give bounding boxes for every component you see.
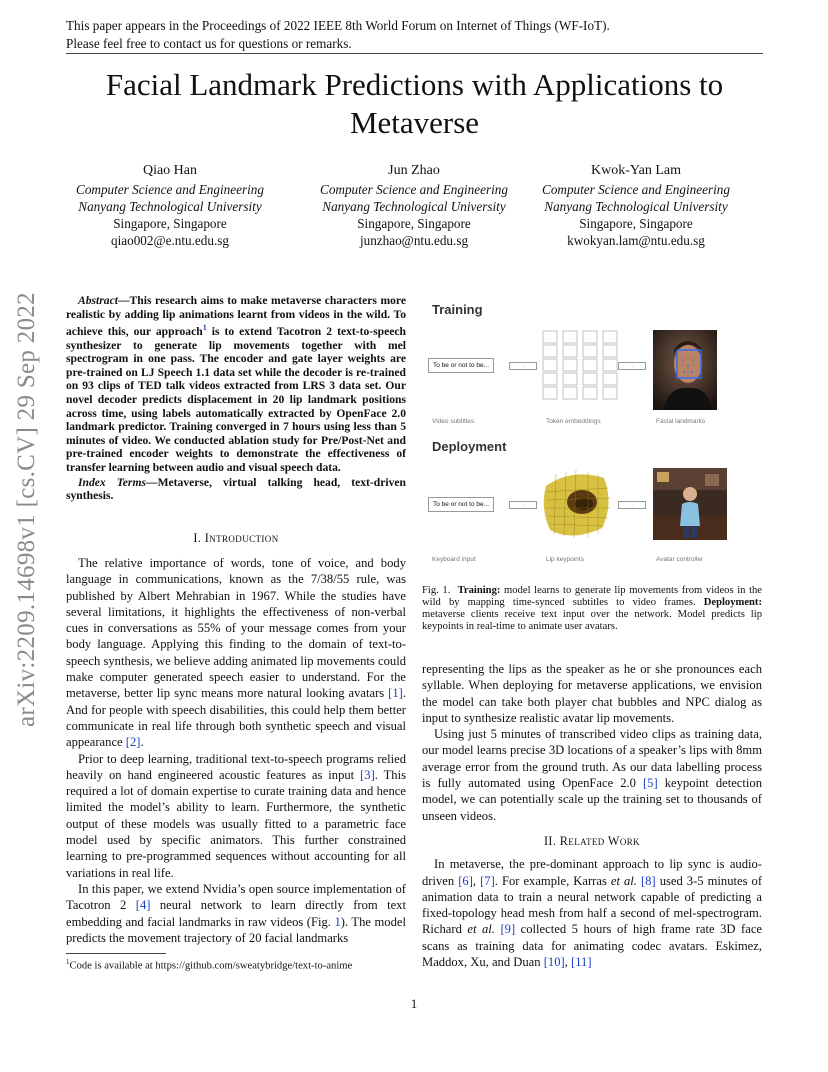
citation-link[interactable]: [11] bbox=[571, 955, 592, 970]
text-span: , bbox=[472, 873, 481, 888]
abstract-label: Abstract bbox=[78, 294, 118, 307]
author-dept: Computer Science and Engineering bbox=[76, 182, 264, 197]
arrow-icon: → bbox=[509, 362, 537, 370]
text-span: , bbox=[564, 955, 572, 970]
author-dept: Computer Science and Engineering bbox=[542, 182, 730, 197]
citation-link[interactable]: [3] bbox=[360, 767, 375, 782]
token-embedding-grid bbox=[542, 330, 620, 410]
text-span: used 3-5 minutes of animation data to train a neural network capable of predicting a fixed-topology head mesh from half a second of mel-spectrogram. Richard bbox=[422, 873, 763, 937]
text-span: . For example, Karras bbox=[494, 873, 611, 888]
text-span: neural network to learn directly from text embedding and facial landmarks in raw videos (Fig. bbox=[66, 898, 406, 929]
text-span: et al. bbox=[467, 922, 495, 937]
related-work-heading-text: II. Related Work bbox=[543, 833, 641, 848]
footnote-rule bbox=[66, 953, 166, 954]
contact-line: Please feel free to contact us for questions or remarks. bbox=[66, 36, 352, 51]
author-name: Qiao Han bbox=[142, 163, 198, 178]
caption-video-subtitles: Video subtitles bbox=[432, 418, 475, 425]
footnote-marker[interactable]: 1 bbox=[202, 323, 207, 333]
body-paragraph bbox=[422, 726, 762, 824]
related-work-heading bbox=[422, 833, 762, 849]
text-span: The relative importance of words, tone of voice, and body language in communications, known as the 7/38/55 rule, was published by Albert Mehrabian in 1967. While the studies have several limitations, it highlights the effectiveness of non-verbal cues in conversations as 55% of your message comes from your body language. Applying this finding to the domain of text-to-speech synthesis, we believe adding animated lip movements could make computer generated speech easier to understand. For the metaverse, better lip sync means more natural looking avatars bbox=[66, 556, 406, 701]
facial-landmarks-photo bbox=[653, 330, 717, 410]
text-span: In this paper, we extend Nvidia’s open source implementation of Tacotron 2 bbox=[66, 881, 406, 913]
text-span: . And for people with speech disabilities, this could help them better communicate in real life through both synthetic speech and visual appearance bbox=[66, 686, 406, 750]
author-block bbox=[299, 162, 529, 249]
intro-heading bbox=[66, 531, 406, 546]
subtitle-input-box: To be or not to be... bbox=[428, 358, 494, 373]
keyboard-input-box: To be or not to be... bbox=[428, 497, 494, 512]
caption-token-embeddings: Token embeddings bbox=[546, 418, 601, 425]
proceedings-note bbox=[66, 17, 766, 53]
caption-avatar-controller: Avatar controller bbox=[656, 556, 704, 563]
citation-link[interactable]: [9] bbox=[500, 922, 516, 937]
text-span: et al. bbox=[610, 873, 637, 888]
index-terms-label: Index Terms bbox=[78, 475, 146, 489]
caption-bold: Deployment: bbox=[703, 597, 762, 608]
author-email: qiao002@e.ntu.edu.sg bbox=[111, 233, 229, 248]
abstract bbox=[66, 294, 406, 503]
text-span: In metaverse, the pre-dominant approach to lip sync is audio-driven bbox=[422, 857, 762, 888]
caption-text: metaverse clients receive text input over the network. Model predicts lip keypoints in real-time to animate user avatars. bbox=[422, 609, 762, 632]
author-email: junzhao@ntu.edu.sg bbox=[359, 233, 469, 248]
lip-keypoints-mesh bbox=[542, 468, 614, 540]
proceedings-line: This paper appears in the Proceedings of 2022 IEEE 8th World Forum on Internet of Things (WF-IoT). bbox=[66, 18, 610, 33]
citation-link[interactable]: [4] bbox=[135, 898, 151, 913]
figure-1 bbox=[422, 296, 762, 576]
text-span: . This required a lot of domain expertise to curate training data and hence limited the model’s ability to learn. Furthermore, the synthetic output of these models was usually fitted to a parametric face model used by specific animators. This further constrained learning to pre-programmed sequences without accounting for all variations in real life. bbox=[66, 767, 406, 880]
arrow-icon: → bbox=[618, 362, 646, 370]
caption-facial-landmarks: Facial landmarks bbox=[656, 418, 706, 425]
author-block bbox=[521, 162, 751, 249]
citation-link[interactable]: [1] bbox=[388, 686, 403, 701]
text-span: Using just 5 minutes of transcribed video clips as training data, our model learns precise 3D locations of a speaker’s lips with 8mm average error from the ground truth. As our data labelling process is fully automated using OpenFace 2.0 bbox=[422, 727, 762, 791]
intro-heading-text: I. Introduction bbox=[193, 531, 279, 545]
author-location: Singapore, Singapore bbox=[579, 216, 693, 231]
citation-link[interactable]: [10] bbox=[543, 955, 565, 970]
caption-text: model learns to generate lip movements from videos in the wild by mapping time-synced subtitles to video frames. bbox=[422, 585, 763, 608]
abstract-text: —This research aims to make metaverse characters more realistic by adding lip animations learnt from videos in the wild. To achieve this, our approach bbox=[66, 294, 406, 339]
title-line-2: Metaverse bbox=[349, 105, 480, 140]
header-rule bbox=[66, 53, 763, 54]
author-dept: Computer Science and Engineering bbox=[320, 182, 508, 197]
text-span: collected 5 hours of high frame rate 3D face scans as training data for animating codec avatars. Eskimez, Maddox, Xu, and Duan bbox=[422, 922, 762, 970]
intro-body bbox=[66, 555, 406, 946]
footnote bbox=[66, 958, 406, 972]
training-label: Training bbox=[432, 302, 483, 317]
arrow-icon: → bbox=[509, 501, 537, 509]
citation-link[interactable]: [7] bbox=[480, 873, 495, 888]
arxiv-stamp: arXiv:2209.14698v1 [cs.CV] 29 Sep 2022 bbox=[13, 292, 40, 727]
citation-link[interactable]: [8] bbox=[640, 873, 656, 888]
text-span: . bbox=[140, 735, 144, 750]
caption-bold: Training: bbox=[457, 585, 501, 596]
figure-caption bbox=[422, 585, 762, 633]
caption-lip-keypoints: Lip keypoints bbox=[546, 556, 584, 563]
title-line-1: Facial Landmark Predictions with Applications to bbox=[105, 67, 724, 102]
intro-paragraph bbox=[66, 881, 406, 946]
text-span: keypoint detection model, we can potentially scale up the training set to thousands of unseen videos. bbox=[422, 776, 762, 823]
author-name: Kwok-Yan Lam bbox=[591, 163, 681, 178]
figure-link[interactable]: 1 bbox=[334, 914, 341, 929]
citation-link[interactable]: [2] bbox=[125, 735, 141, 750]
author-univ: Nanyang Technological University bbox=[322, 199, 506, 214]
author-location: Singapore, Singapore bbox=[357, 216, 471, 231]
abstract-text-cont: is to extend Tacotron 2 text-to-speech synthesizer to generate lip movements together with mel spectrogram in one pass. The encoder and gate layer weights are pre-trained on LJ Speech 1.1 data set while the decoder is re-trained on 93 clips of TED talk videos extracted from LRS 3 data set. Our novel decoder predicts displacement in 20 lip landmark positions across time, using labels automatically extracted by OpenFace 2.0 landmark predictor. Training converged in 7 hours using less than 5 minutes of video. We conducted ablation study for Pre/Post-Net and pre-trained encoder weights to demonstrate the effectiveness of transfer learning between audio and visual speech data. bbox=[66, 325, 406, 474]
text-span: Prior to deep learning, traditional text-to-speech programs relied heavily on hand engineered acoustic features as input bbox=[66, 751, 406, 782]
index-terms-text: —Metaverse, virtual talking head, text-driven synthesis. bbox=[66, 475, 406, 503]
caption-keyboard-input: Keyboard input bbox=[432, 556, 476, 563]
caption-prefix: Fig. 1. bbox=[422, 585, 451, 596]
deployment-label: Deployment bbox=[432, 439, 507, 454]
author-email: kwokyan.lam@ntu.edu.sg bbox=[567, 233, 705, 248]
author-location: Singapore, Singapore bbox=[113, 216, 227, 231]
body-paragraph: representing the lips as the speaker as he or she pronounces each syllable. When deploying for metaverse applications, we envision the model can take both player chat bubbles and NPC dialog as input to synthesize realistic avatar lip movements. bbox=[422, 662, 762, 725]
author-univ: Nanyang Technological University bbox=[78, 199, 262, 214]
citation-link[interactable]: [6] bbox=[458, 873, 473, 888]
author-univ: Nanyang Technological University bbox=[544, 199, 728, 214]
arrow-icon: → bbox=[618, 501, 646, 509]
text-span: ). The model predicts the movement trajectory of 20 facial landmarks bbox=[66, 914, 406, 945]
author-block bbox=[55, 162, 285, 249]
intro-paragraph bbox=[66, 751, 406, 881]
citation-link[interactable]: [5] bbox=[642, 776, 658, 791]
right-column-body bbox=[422, 661, 762, 970]
page-number: 1 bbox=[410, 996, 418, 1011]
body-paragraph bbox=[422, 856, 762, 970]
footnote-text: Code is available at https://github.com/sweatybridge/text-to-anime bbox=[69, 960, 353, 972]
author-name: Jun Zhao bbox=[388, 163, 440, 178]
paper-title bbox=[66, 66, 763, 142]
avatar-scene bbox=[653, 468, 727, 540]
footnote-number: 1 bbox=[66, 958, 70, 966]
intro-paragraph bbox=[66, 555, 406, 751]
